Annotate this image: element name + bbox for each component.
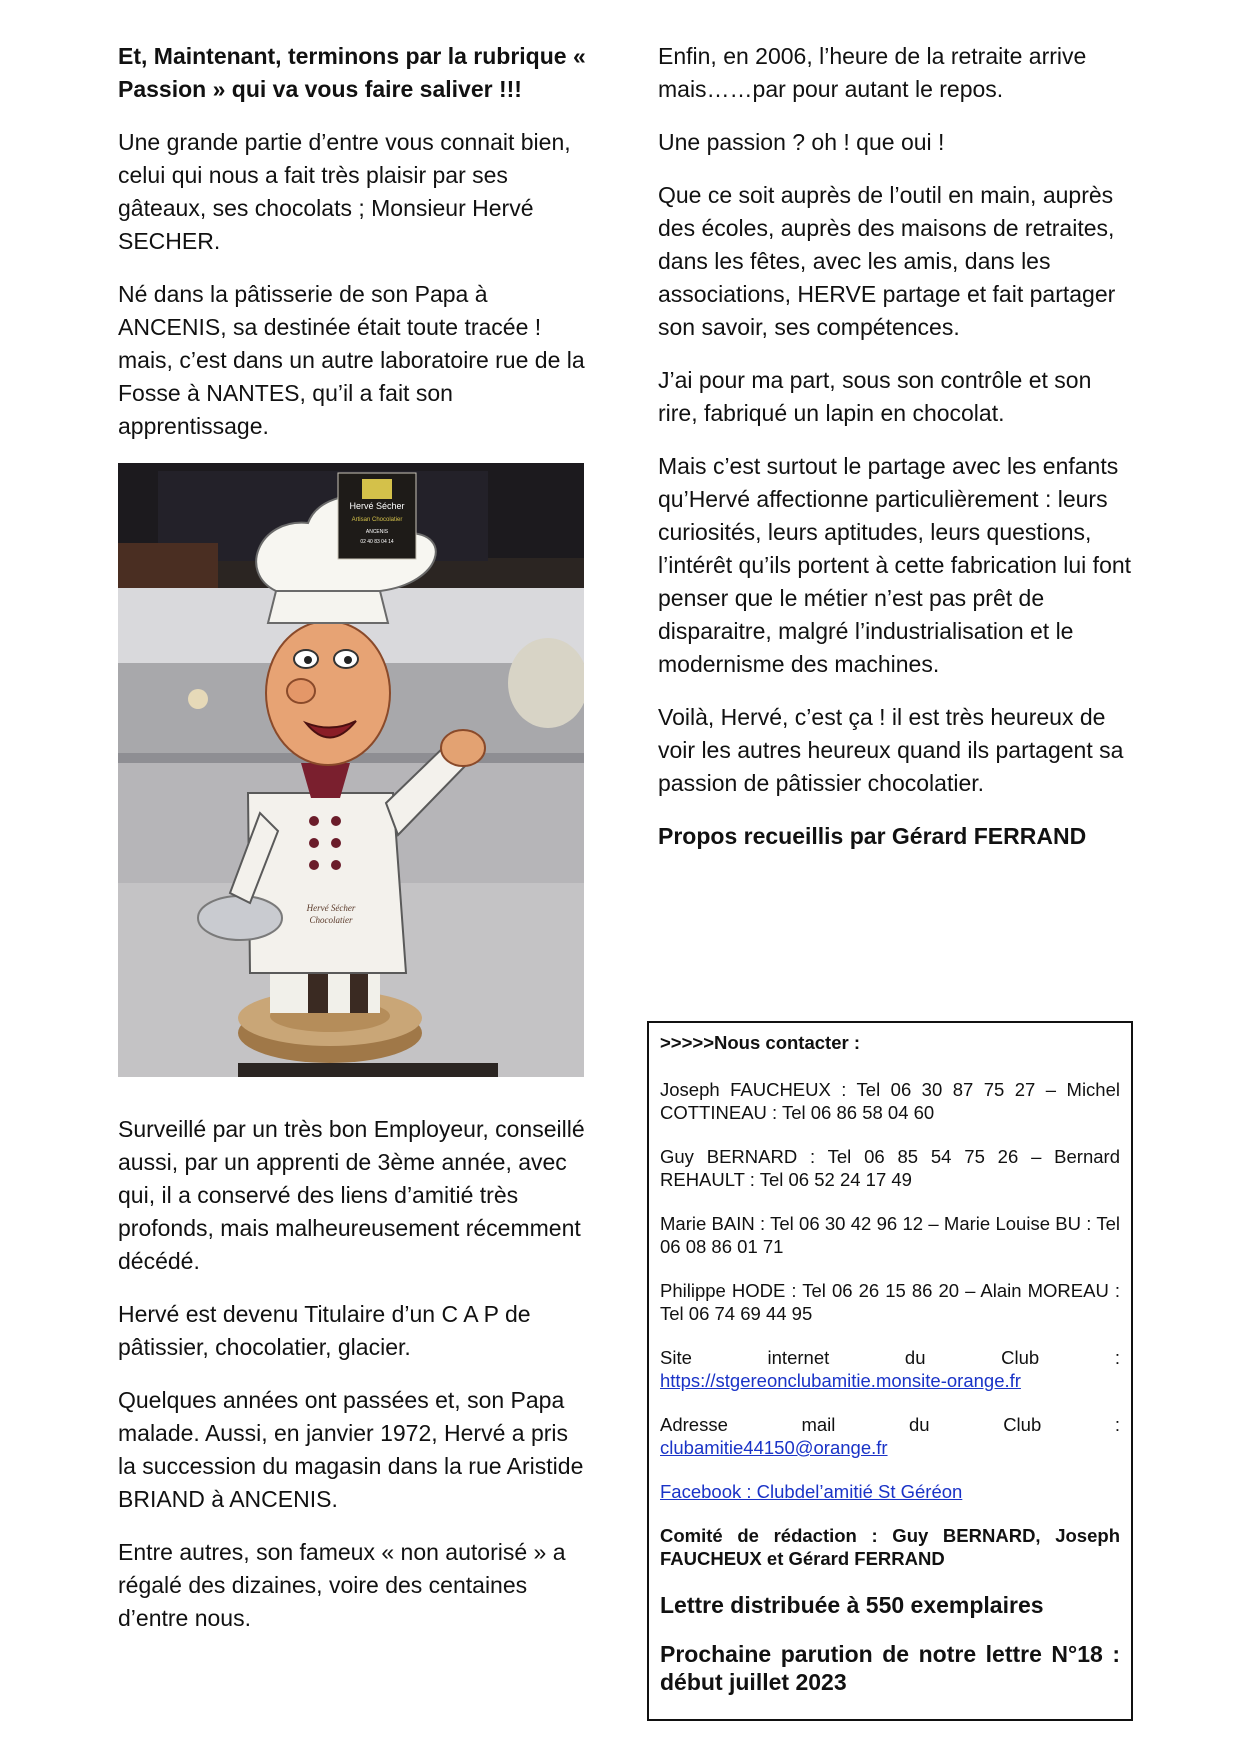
contact-title: >>>>>Nous contacter :	[660, 1032, 860, 1053]
paragraph: Mais c’est surtout le partage avec les enfants qu’Hervé affectionne particulièrement : leurs curiosités, leurs aptitudes, leurs questions, l’intérêt qu’ils portent à cette fabrication lui font penser que le métier n’est pas prêt de disparaitre, malgré l’industrialisation et le modernisme des machines.	[658, 453, 1132, 677]
card-city: ANCENIS	[365, 529, 389, 535]
paragraph: Enfin, en 2006, l’heure de la retraite arrive mais……par pour autant le repos.	[658, 43, 1087, 102]
card-title: Artisan Chocolatier	[351, 517, 403, 523]
apron-text: Hervé Sécher	[306, 903, 356, 913]
contact-line: Philippe HODE : Tel 06 26 15 86 20 – Alain MOREAU : Tel 06 74 69 44 95	[660, 1280, 1120, 1324]
left-column	[118, 40, 588, 1655]
card-name: Hervé Sécher	[349, 501, 405, 511]
distribution: Lettre distribuée à 550 exemplaires	[660, 1592, 1044, 1618]
paragraph: Hervé est devenu Titulaire d’un C A P de pâtissier, chocolatier, glacier.	[118, 1301, 531, 1360]
card-phone: 02 40 83 04 14	[360, 539, 394, 545]
paragraph: Une grande partie d’entre vous connait bien, celui qui nous a fait très plaisir par ses gâteaux, ses chocolats ; Monsieur Hervé SECHER.	[118, 129, 571, 254]
paragraph: Né dans la pâtisserie de son Papa à ANCENIS, sa destinée était toute tracée ! mais, c’est dans un autre laboratoire rue de la Fosse à NANTES, qu’il a fait son apprentissage.	[118, 281, 585, 439]
contact-box	[647, 1021, 1133, 1721]
right-column	[658, 40, 1134, 873]
contact-line: Joseph FAUCHEUX : Tel 06 30 87 75 27 – Michel COTTINEAU : Tel 06 86 58 04 60	[660, 1079, 1120, 1123]
paragraph: Que ce soit auprès de l’outil en main, auprès des écoles, auprès des maisons de retraites, dans les fêtes, avec les amis, dans les associations, HERVE partage et fait partager son savoir, ses compétences.	[658, 182, 1116, 340]
contact-line: Marie BAIN : Tel 06 30 42 96 12 – Marie Louise BU : Tel 06 08 86 01 71	[660, 1213, 1120, 1257]
paragraph: Une passion ? oh ! que oui !	[658, 129, 945, 155]
site-label: Site internet du Club :	[660, 1347, 1120, 1368]
facebook-link[interactable]: Facebook : Clubdel’amitié St Géréon	[660, 1481, 963, 1502]
contact-line: Guy BERNARD : Tel 06 85 54 75 26 – Bernard REHAULT : Tel 06 52 24 17 49	[660, 1146, 1120, 1190]
paragraph: Surveillé par un très bon Employeur, conseillé aussi, par un apprenti de 3ème année, avec qui, il a conservé des liens d’amitié très profonds, mais malheureusement récemment décédé.	[118, 1116, 585, 1274]
site-link[interactable]: https://stgereonclubamitie.monsite-orange.fr	[660, 1370, 1021, 1391]
paragraph: Entre autres, son fameux « non autorisé » a régalé des dizaines, voire des centaines d’entre nous.	[118, 1539, 566, 1631]
paragraph: J’ai pour ma part, sous son contrôle et son rire, fabriqué un lapin en chocolat.	[658, 367, 1092, 426]
apron-text: Chocolatier	[309, 915, 353, 925]
next-issue: Prochaine parution de notre lettre N°18 : début juillet 2023	[660, 1641, 1120, 1695]
mail-link[interactable]: clubamitie44150@orange.fr	[660, 1437, 888, 1458]
committee: Comité de rédaction : Guy BERNARD, Joseph FAUCHEUX et Gérard FERRAND	[660, 1525, 1120, 1569]
mail-label: Adresse mail du Club :	[660, 1414, 1120, 1435]
paragraph: Voilà, Hervé, c’est ça ! il est très heureux de voir les autres heureux quand ils partagent sa passion de pâtissier chocolatier.	[658, 704, 1124, 796]
paragraph: Quelques années ont passées et, son Papa malade. Aussi, en janvier 1972, Hervé a pris la succession du magasin dans la rue Aristide BRIAND à ANCENIS.	[118, 1387, 584, 1512]
signature: Propos recueillis par Gérard FERRAND	[658, 823, 1087, 849]
chef-figurine-photo	[118, 463, 584, 1077]
article-heading: Et, Maintenant, terminons par la rubrique « Passion » qui va vous faire saliver !!!	[118, 43, 586, 102]
